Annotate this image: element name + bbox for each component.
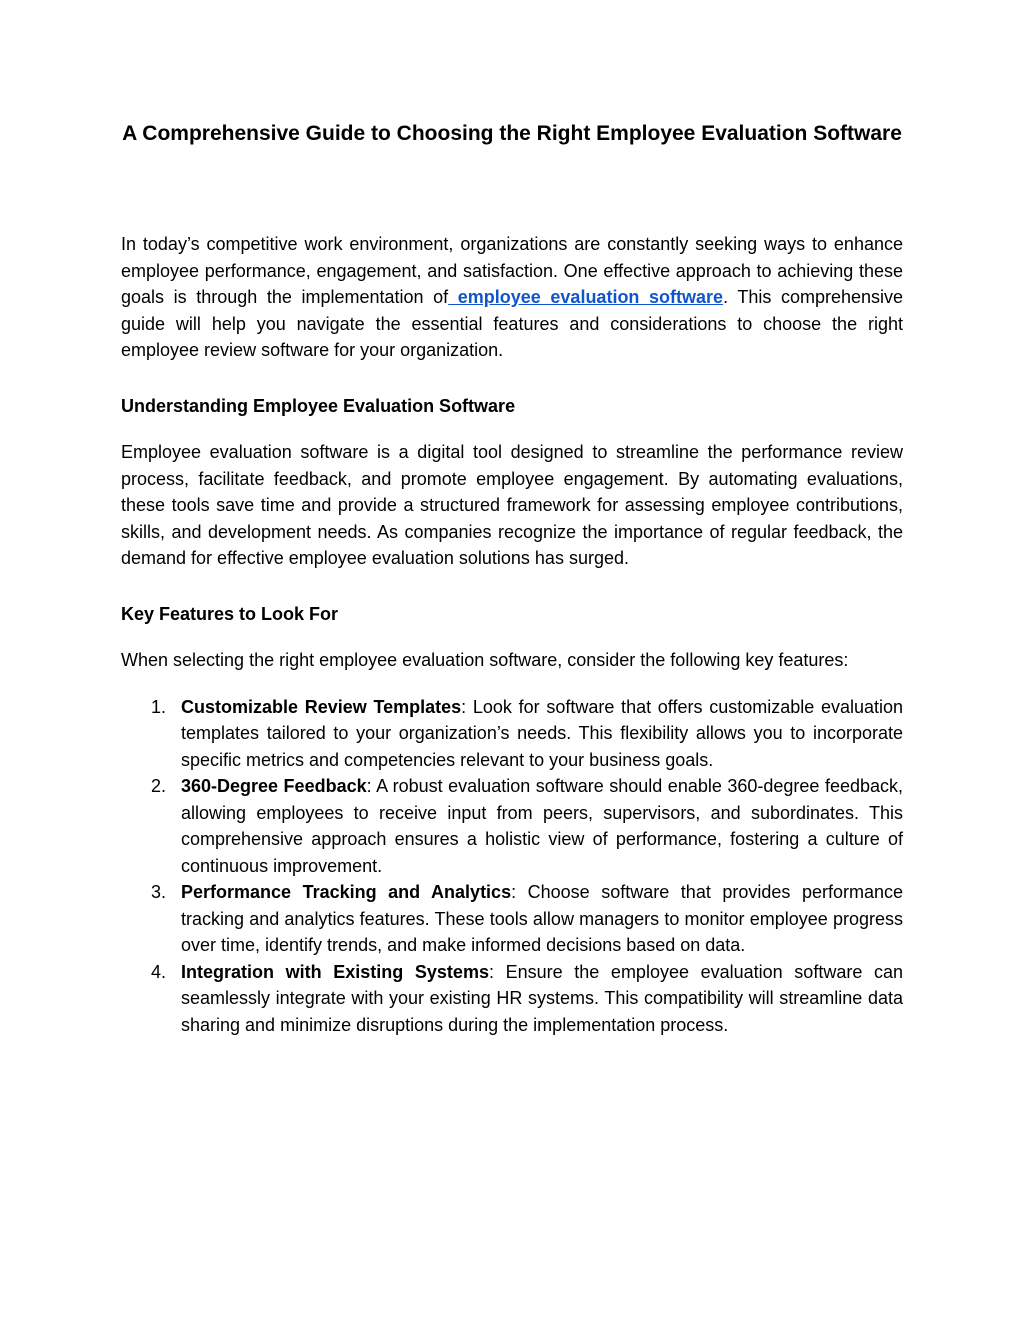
document-body: [121, 231, 903, 1038]
employee-evaluation-software-link[interactable]: employee evaluation software: [448, 287, 724, 307]
features-list: [121, 694, 903, 1039]
key-features-intro: When selecting the right employee evaluation software, consider the following key features:: [121, 650, 849, 670]
intro-text-after-link: . This comprehensive guide will help you navigate the essential features and considerations to choose the right employee review software for your organization.: [121, 287, 904, 360]
intro-text-before-link: In today’s competitive work environment, organizations are constantly seeking ways to enhance employee performance, engagement, and satisfaction. One effective approach to achieving these goals is through the implementation of: [121, 234, 903, 307]
understanding-heading: Understanding Employee Evaluation Software: [121, 395, 516, 416]
feature-item: [121, 694, 903, 774]
feature-item: [121, 773, 903, 879]
feature-item: [121, 959, 903, 1039]
understanding-paragraph: Employee evaluation software is a digital tool designed to streamline the performance review process, facilitate feedback, and promote employee engagement. By automating evaluations, these tools save time and provide a structured framework for assessing employee contributions, skills, and development needs. As companies recognize the importance of regular feedback, the demand for effective employee evaluation solutions has surged.: [121, 442, 903, 568]
feature-item: [121, 879, 903, 959]
feature-title: 360-Degree Feedback: [181, 776, 367, 796]
list-number: 4.: [151, 961, 167, 982]
feature-title: Performance Tracking and Analytics: [181, 882, 512, 902]
document-title: A Comprehensive Guide to Choosing the Right Employee Evaluation Software: [122, 122, 902, 145]
key-features-heading: Key Features to Look For: [121, 603, 339, 624]
feature-title: Integration with Existing Systems: [181, 961, 489, 982]
list-number: 2.: [151, 776, 167, 796]
feature-text: : Choose software that provides performance tracking and analytics features. These tools allow managers to monitor employee progress over time, identify trends, and make informed decisions based on data.: [181, 882, 904, 955]
feature-title: Customizable Review Templates: [181, 696, 462, 717]
list-number: 1.: [151, 696, 167, 717]
feature-text: : Look for software that offers customizable evaluation templates tailored to your organization’s needs. This flexibility allows you to incorporate specific metrics and competencies relevant to your business goals.: [181, 696, 904, 770]
feature-text: : Ensure the employee evaluation software can seamlessly integrate with your existing HR systems. This compatibility will streamline data sharing and minimize disruptions during the implementation process.: [181, 961, 903, 1035]
feature-text: : A robust evaluation software should enable 360-degree feedback, allowing employees to receive input from peers, supervisors, and subordinates. This comprehensive approach ensures a holistic view of performance, fostering a culture of continuous improvement.: [181, 776, 903, 876]
intro-paragraph: [121, 231, 903, 364]
list-number: 3.: [151, 882, 167, 902]
